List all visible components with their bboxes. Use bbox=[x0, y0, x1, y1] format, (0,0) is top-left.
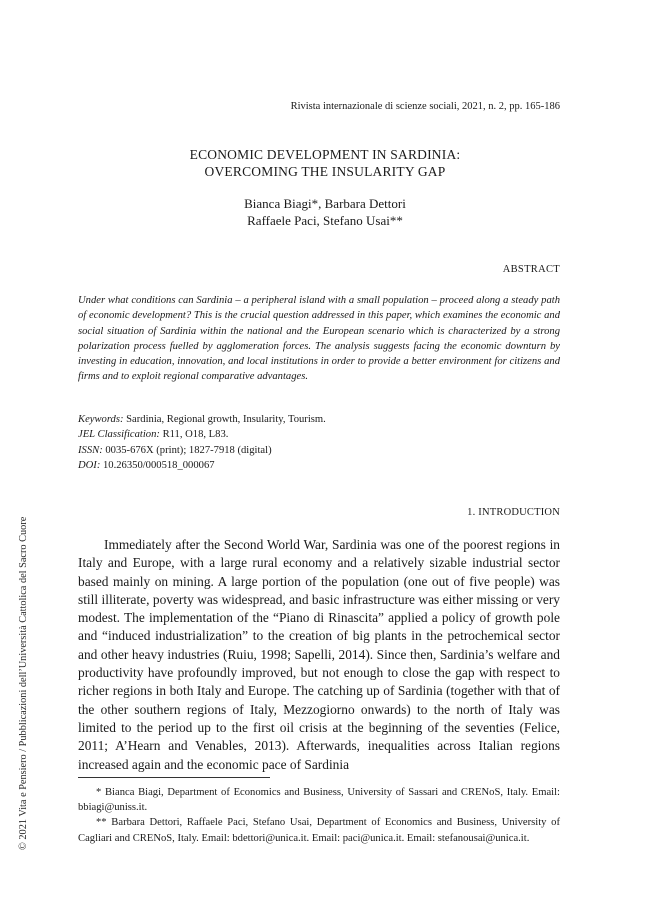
author-list bbox=[0, 195, 650, 229]
jel-value: R11, O18, L83. bbox=[159, 429, 229, 441]
section-heading-introduction: 1. INTRODUCTION bbox=[467, 507, 560, 518]
footnote-2: ** Barbara Dettori, Raffaele Paci, Stefano Usai, Department of Economics and Business, University of Cagliari and CRENoS, Italy. Email: bdettori@unica.it. Email: paci@unica.it. Email: stefanousai@unica.it. bbox=[78, 817, 560, 844]
issn-label: ISSN: bbox=[78, 444, 103, 456]
abstract-text: Under what conditions can Sardinia – a peripheral island with a small population – proceed along a steady path of economic development? This is the crucial question addressed in this paper, which examines the economic and social situation of Sardinia within the national and the European scenario which is characterized by a strong polarization process fuelled by agglomeration forces. The analysis suggests facing the economic downturn by investing in education, innovation, and local institutions in order to provide a better environment for citizens and firms and to exploit regional comparative advantages. bbox=[78, 295, 560, 383]
jel-line bbox=[78, 427, 560, 442]
paper-title-line-1: ECONOMIC DEVELOPMENT IN SARDINIA: bbox=[189, 147, 461, 162]
doi-label: DOI: bbox=[78, 459, 101, 471]
footnotes bbox=[78, 785, 560, 846]
keywords-label: Keywords: bbox=[78, 414, 124, 425]
doi-line bbox=[78, 458, 560, 473]
copyright-sidebar: © 2021 Vita e Pensiero / Pubblicazioni dell’Università Cattolica del Sacro Cuore bbox=[18, 516, 29, 850]
keywords-line bbox=[78, 412, 560, 427]
issn-line bbox=[78, 443, 560, 458]
author-line-2: Raffaele Paci, Stefano Usai** bbox=[247, 213, 403, 228]
article-metadata bbox=[78, 412, 560, 473]
footnote-divider bbox=[78, 777, 270, 778]
introduction-paragraph: Immediately after the Second World War, Sardinia was one of the poorest regions in Italy and Europe, with a large rural economy and a relatively sizable industrial sector based mainly on mining. A large portion of the population (one out of five people) was still illiterate, poverty was widespread, and basic infrastructure was either missing or very modest. The implementation of the “Piano di Rinascita” applied a policy of growth pole and “induced industrialization” to the creation of big plants in the petrochemical sector and other heavy industries (Ruiu, 1998; Sapelli, 2014). Since then, Sardinia’s welfare and productivity have profoundly improved, but not enough to close the gap with respect to richer regions in both Italy and Europe. The catching up of Sardinia (together with that of the other southern regions of Italy, Mezzogiorno onwards) to the north of Italy was limited to the period up to the first oil crisis at the beginning of the seventies (Felice, 2011; A’Hearn and Venables, 2013). Afterwards, inequalities across Italian regions increased again and the economic pace of Sardinia bbox=[78, 537, 560, 772]
paper-title-line-2: OVERCOMING THE INSULARITY GAP bbox=[204, 164, 446, 179]
issn-value: 0035-676X (print); 1827-7918 (digital) bbox=[102, 444, 272, 456]
keywords-value: Sardinia, Regional growth, Insularity, Tourism. bbox=[123, 414, 326, 425]
abstract-heading: ABSTRACT bbox=[502, 264, 560, 275]
jel-label: JEL Classification: bbox=[78, 429, 160, 441]
paper-title bbox=[0, 146, 650, 180]
journal-citation: Rivista internazionale di scienze sociali, 2021, n. 2, pp. 165-186 bbox=[290, 101, 560, 112]
doi-value: 10.26350/000518_000067 bbox=[100, 459, 215, 471]
author-line-1: Bianca Biagi*, Barbara Dettori bbox=[244, 196, 406, 211]
footnote-1: * Bianca Biagi, Department of Economics and Business, University of Sassari and CRENoS, Italy. Email: bbiagi@uniss.it. bbox=[78, 787, 560, 814]
